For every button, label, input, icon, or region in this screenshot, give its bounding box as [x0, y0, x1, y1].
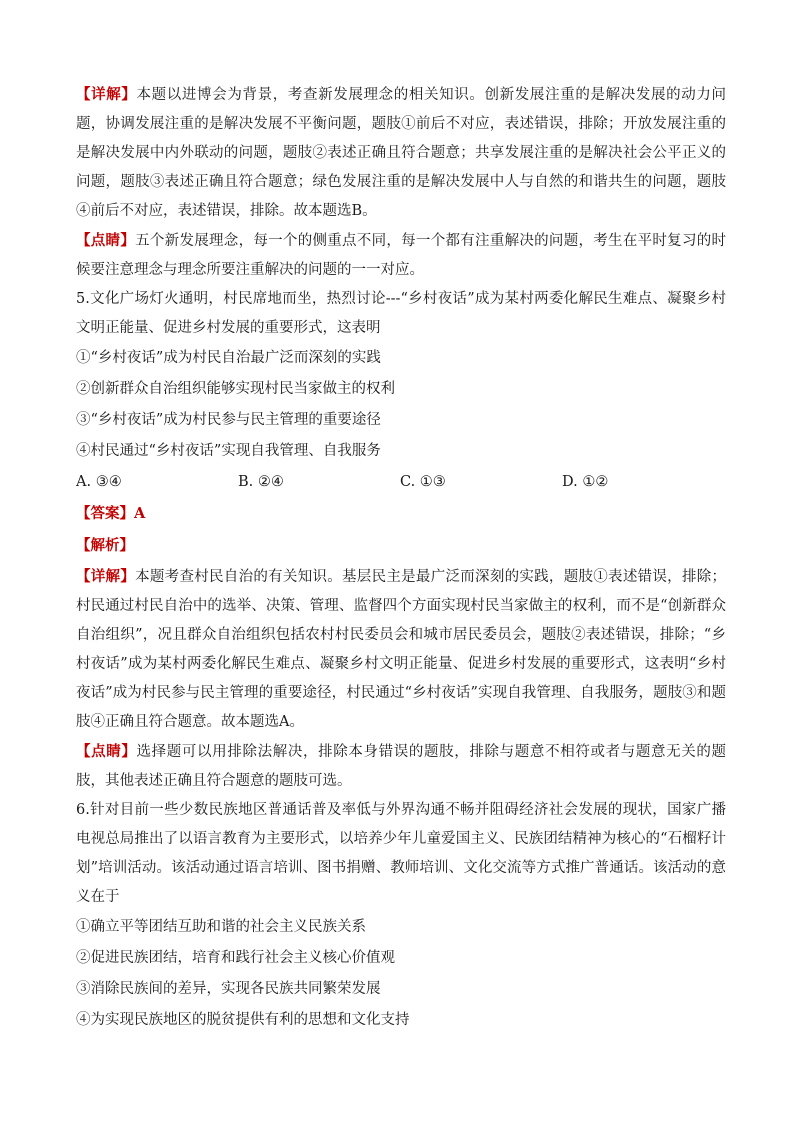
detail-text: 本题以进博会为背景，考查新发展理念的相关知识。创新发展注重的是解决发展的动力问题，协调发展注重的是解决发展不平衡问题，题肢①前后不对应，表述错误，排除；开放发展注重的是解决发展中内外联动的问题，题肢②表述正确且符合题意；共享发展注重的是解决社会公平正义的问题，题肢③表述正确且符合题意；绿色发展注重的是解决发展中人与自然的和谐共生的问题，题肢④前后不对应，表述错误，排除。故本题选B。 — [76, 87, 727, 219]
question-6-item-3: ③消除民族间的差异，实现各民族共同繁荣发展 — [76, 981, 381, 997]
answer-value: A — [134, 505, 146, 522]
note-tag: 【点睛】 — [76, 232, 136, 249]
note-text-q5: 选择题可以用排除法解决，排除本身错误的题肢，排除与题意不相符或者与题意无关的题肢，其他表述正确且符合题意的题肢可选。 — [76, 744, 727, 789]
detail-paragraph-q4 — [76, 80, 726, 226]
answer-line — [76, 498, 726, 530]
question-5-item-4: ④村民通过“乡村夜话”实现自我管理、自我服务 — [76, 443, 381, 459]
note-paragraph-q4 — [76, 226, 726, 285]
note-paragraph-q5 — [76, 737, 726, 796]
option-b: B. ②④ — [238, 474, 284, 490]
question-6-item-1: ①确立平等团结互助和谐的社会主义民族关系 — [76, 919, 366, 935]
document-page — [76, 80, 726, 1036]
question-5-item-2: ②创新群众自治组织能够实现村民当家做主的权利 — [76, 381, 395, 397]
option-c: C. ①③ — [400, 474, 446, 490]
option-d: D. ①② — [562, 474, 609, 490]
question-5-stem: 5.文化广场灯火通明，村民席地而坐，热烈讨论---“乡村夜话”成为某村两委化解民生难点、凝聚乡村文明正能量、促进乡村发展的重要形式，这表明 — [76, 291, 726, 336]
analysis-line — [76, 530, 726, 562]
detail-tag-q5: 【详解】 — [76, 568, 136, 585]
question-6-item-2: ②促进民族团结，培育和践行社会主义核心价值观 — [76, 950, 395, 966]
answer-tag: 【答案】 — [76, 505, 134, 522]
question-6-stem: 6.针对目前一些少数民族地区普通话普及率低与外界沟通不畅并阻碍经济社会发展的现状，国家广播电视总局推出了以语言教育为主要形式，以培养少年儿童爱国主义、民族团结精神为核心的“石榴籽计划”培训活动。该活动通过语言培训、图书捐赠、教师培训、文化交流等方式推广普通话。该活动的意义在于 — [76, 802, 726, 905]
detail-tag: 【详解】 — [76, 86, 137, 103]
option-a: A. ③④ — [76, 474, 122, 490]
detail-text-q5: 本题考查村民自治的有关知识。基层民主是最广泛而深刻的实践，题肢①表述错误，排除；村民通过村民自治中的选举、决策、管理、监督四个方面实现村民当家做主的权利，而不是“创新群众自治组织”，况且群众自治组织包括农村村民委员会和城市居民委员会，题肢②表述错误，排除；“乡村夜话”成为某村两委化解民生难点、凝聚乡村文明正能量、促进乡村发展的重要形式，这表明“乡村夜话”成为村民参与民主管理的重要途径，村民通过“乡村夜话”实现自我管理、自我服务，题肢③和题肢④正确且符合题意。故本题选A。 — [76, 569, 727, 730]
analysis-tag: 【解析】 — [76, 537, 134, 554]
note-tag-q5: 【点睛】 — [76, 743, 137, 760]
detail-paragraph-q5 — [76, 562, 726, 737]
question-6-item-4: ④为实现民族地区的脱贫提供有利的思想和文化支持 — [76, 1012, 410, 1028]
question-5-item-1: ①“乡村夜话”成为村民自治最广泛而深刻的实践 — [76, 350, 381, 366]
question-5-item-3: ③“乡村夜话”成为村民参与民主管理的重要途径 — [76, 412, 381, 428]
question-5-options — [76, 467, 726, 498]
note-text: 五个新发展理念，每一个的侧重点不同，每一个都有注重解决的问题，考生在平时复习的时候要注意理念与理念所要注重解决的问题的一一对应。 — [76, 233, 727, 278]
